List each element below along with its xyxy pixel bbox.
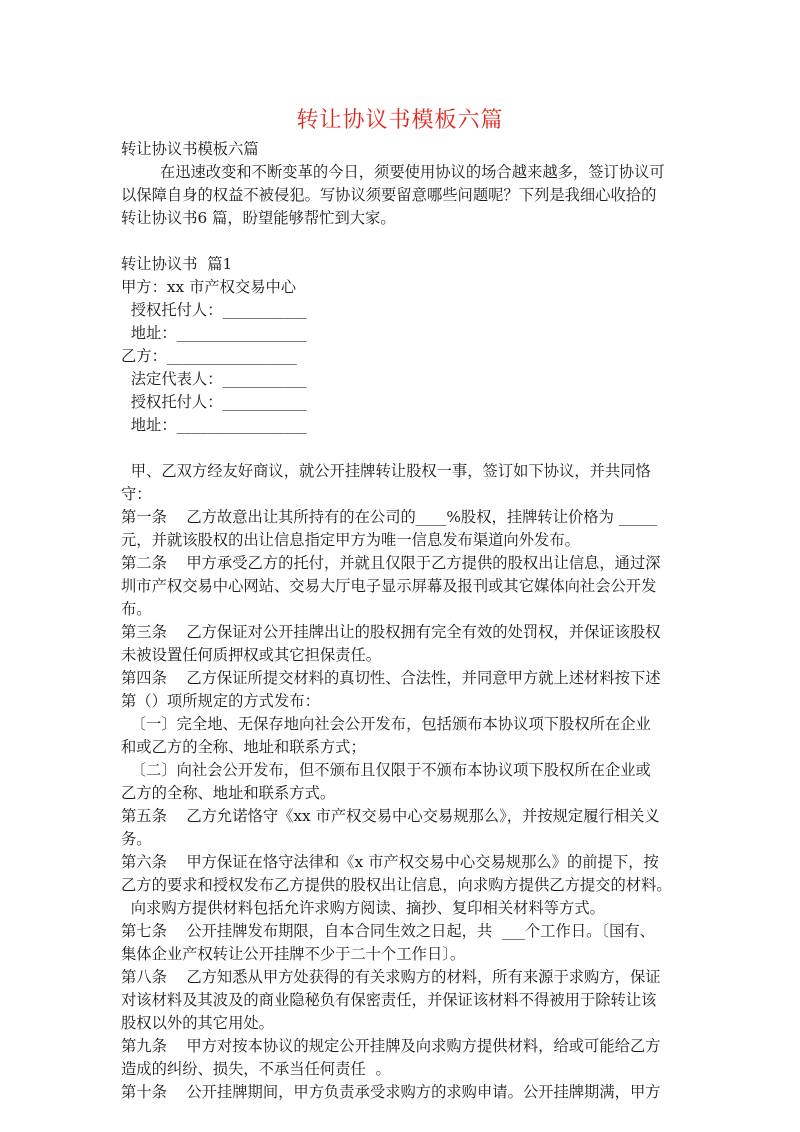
text-line: 在迅速改变和不断变革的今日，须要使用协议的场合越来越多，签订协议可 (121, 163, 665, 181)
text-line: 布。 (121, 600, 152, 618)
text-line: 转让协议书6 篇，盼望能够帮忙到大家。 (121, 209, 396, 227)
text-line: 圳市产权交易中心网站、交易大厅电子显示屏幕及报刊或其它媒体向社会公开发 (121, 577, 657, 595)
text-line: 授权托付人：___________ (121, 301, 307, 319)
text-line: 转让协议书模板六篇 (121, 140, 259, 158)
text-line: 元，并就该股权的出让信息指定甲方为唯一信息发布渠道向外发布。 (121, 531, 580, 549)
text-line: 乙方的全称、地址和联系方式。 (121, 784, 336, 802)
text-line: 集体企业产权转让公开挂牌不少于二十个工作日〕。 (121, 945, 466, 963)
paragraph-gap (121, 437, 691, 460)
text-line: 甲方：xx 市产权交易中心 (121, 278, 297, 296)
text-line: 第五条 乙方允诺恪守《xx 市产权交易中心交易规那么》，并按规定履行相关义 (121, 807, 660, 825)
text-line: 第（）项所规定的方式发布： (121, 692, 320, 710)
text-line: 和或乙方的全称、地址和联系方式； (121, 738, 366, 756)
text-line: 转让协议书 篇1 (121, 255, 233, 273)
document-body (121, 138, 691, 1104)
text-line: 甲、乙双方经友好商议，就公开挂牌转让股权一事，签订如下协议，并共同恪 (121, 462, 651, 480)
text-line: 〔一〕完全地、无保存地向社会公开发布，包括颁布本协议项下股权所在企业 (121, 715, 651, 733)
text-line: 第八条 乙方知悉从甲方处获得的有关求购方的材料，所有来源于求购方，保证 (121, 968, 661, 986)
text-line: 第三条 乙方保证对公开挂牌出让的股权拥有完全有效的处罚权，并保证该股权 (121, 623, 661, 641)
text-line: 第十条 公开挂牌期间，甲方负责承受求购方的求购申请。公开挂牌期满，甲方 (121, 1083, 661, 1101)
text-line: 地址：_________________ (121, 416, 307, 434)
text-line: 第七条 公开挂牌发布期限，自本合同生效之日起，共 ___个工作日。〔国有、 (121, 922, 655, 940)
text-line: 向求购方提供材料包括允许求购方阅读、摘抄、复印相关材料等方式。 (121, 899, 605, 917)
text-line: 第六条 甲方保证在恪守法律和《x 市产权交易中心交易规那么》的前提下，按 (121, 853, 659, 871)
text-line: 乙方的要求和授权发布乙方提供的股权出让信息，向求购方提供乙方提交的材料。 (121, 876, 672, 894)
text-line: 股权以外的其它用处。 (121, 1014, 274, 1032)
text-line: 造成的纠纷、损失，不承当任何责任 。 (121, 1060, 391, 1078)
text-line: 未被设置任何质押权或其它担保责任。 (121, 646, 382, 664)
text-line: 第四条 乙方保证所提交材料的真切性、合法性，并同意甲方就上述材料按下述 (121, 669, 661, 687)
text-line: 第一条 乙方故意出让其所持有的在公司的____%股权，挂牌转让价格为 _____ (121, 508, 657, 526)
text-line: 法定代表人：___________ (121, 370, 307, 388)
text-line: 以保障自身的权益不被侵犯。写协议须要留意哪些问题呢？下列是我细心收拾的 (121, 186, 657, 204)
text-line: 对该材料及其波及的商业隐秘负有保密责任，并保证该材料不得被用于除转让该 (121, 991, 657, 1009)
text-line: 地址：_________________ (121, 324, 307, 342)
text-line: 第九条 甲方对按本协议的规定公开挂牌及向求购方提供材料，给或可能给乙方 (121, 1037, 661, 1055)
text-line: 乙方：_________________ (121, 347, 297, 365)
document-title: 转让协议书模板六篇 (296, 108, 504, 133)
text-line: 第二条 甲方承受乙方的托付，并就且仅限于乙方提供的股权出让信息，通过深 (121, 554, 661, 572)
text-line: 守： (121, 485, 152, 503)
text-line: 授权托付人：___________ (121, 393, 307, 411)
text-line: 〔二〕向社会公开发布，但不颁布且仅限于不颁布本协议项下股权所在企业或 (121, 761, 651, 779)
text-line: 务。 (121, 830, 152, 848)
paragraph-gap (121, 230, 691, 253)
